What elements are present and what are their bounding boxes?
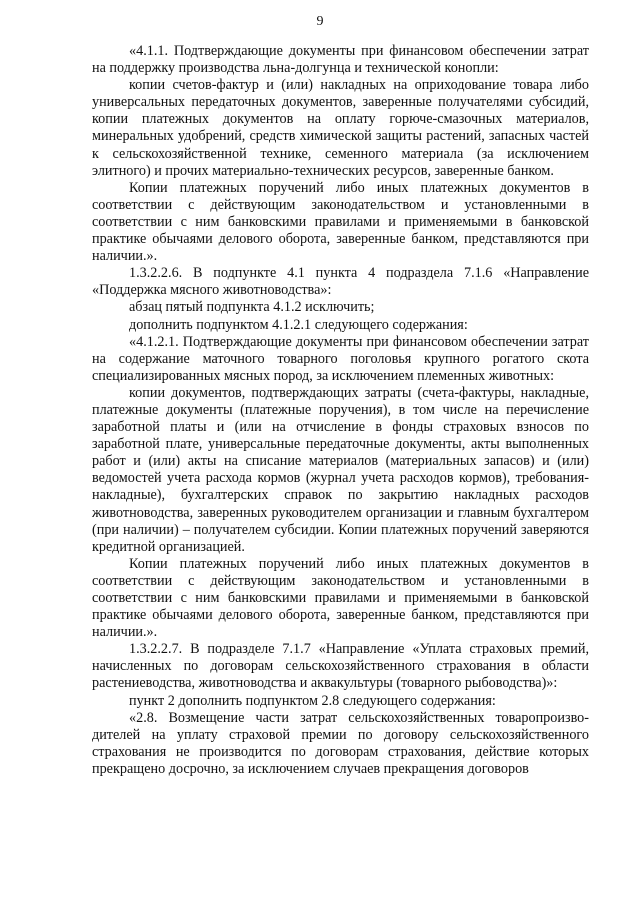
page-number: 9	[316, 14, 324, 29]
paragraph-1-3-2-2-7: 1.3.2.2.7. В подразделе 7.1.7 «Направление «Уплата страховых премий, начисленных по договорам сельскохозяйственного страхования в области растениеводства, животноводства и аквакультуры (товарного рыбоводства)»:	[92, 641, 589, 692]
paragraph-2-8: «2.8. Возмещение части затрат сельскохозяйственных товаропроизводителей на уплату страховой премии по договору сельскохозяйственного страхования не производится по договорам страхования, действие которых прекращено досрочно, за исключением случаев прекращения договоров	[92, 709, 589, 777]
document-body	[92, 43, 589, 778]
paragraph-4-1-1-heading: «4.1.1. Подтверждающие документы при финансовом обеспечении затрат на поддержку производства льна-долгунца и технической конопли:	[92, 43, 589, 77]
paragraph-add-2-8: пункт 2 дополнить подпунктом 2.8 следующего содержания:	[129, 692, 496, 709]
paragraph-1-3-2-2-6: 1.3.2.2.6. В подпункте 4.1 пункта 4 подраздела 7.1.6 «Направление «Поддержка мясного животноводства»:	[92, 265, 589, 299]
paragraph-invoice-copies: копии счетов-фактур и (или) накладных на оприходование товара либо универсальных передаточных документов, заверенные получателями субсидий, копии платежных документов на оплату горюче-смазочных материалов, минеральных удобрений, средств химической защиты растений, запасных частей к сельскохозяйственной технике, семенного материала (за исключением элитного) и прочих материально-технических ресурсов, заверенные банком.	[92, 77, 589, 179]
paragraph-payment-orders: Копии платежных поручений либо иных платежных документов в соответствии с действующим законодательством и установленными в соответствии с ним банковскими правилами и применяемыми в банковской практике обычаями делового оборота, заверенные банком, представляются при наличии.».	[92, 179, 589, 265]
paragraph-cost-documents: копии документов, подтверждающих затраты (счета-фактуры, накладные, платежные документы (платежные поручения), в том числе на перечисление заработной платы и (или на отчисление в фонды страховых взносов по заработной плате, универсальные передаточные документы, акты выполненных работ и (или) акты на списание материалов (материальных запасов) и (или) ведомостей учета расхода кормов (журнал учета расходов кормов), требования-накладные), бухгалтерских справок по закрытию накладных расходов животноводства, заверенных руководителем организации и главным бухгалтером (при наличии) – получателем субсидии. Копии платежных поручений заверяются кредитной организацией.	[92, 384, 589, 555]
paragraph-payment-orders-2: Копии платежных поручений либо иных платежных документов в соответствии с действующим законодательством и установленными в соответствии с ним банковскими правилами и применяемыми в банковской практике обычаями делового оборота, заверенные банком, представляются при наличии.».	[92, 555, 589, 641]
paragraph-exclude-abzac: абзац пятый подпункта 4.1.2 исключить;	[129, 299, 375, 316]
paragraph-add-4-1-2-1: дополнить подпунктом 4.1.2.1 следующего содержания:	[129, 316, 468, 333]
paragraph-4-1-2-1-heading: «4.1.2.1. Подтверждающие документы при финансовом обеспечении затрат на содержание маточного товарного поголовья крупного рогатого скота специализированных мясных пород, за исключением племенных животных:	[92, 333, 589, 384]
